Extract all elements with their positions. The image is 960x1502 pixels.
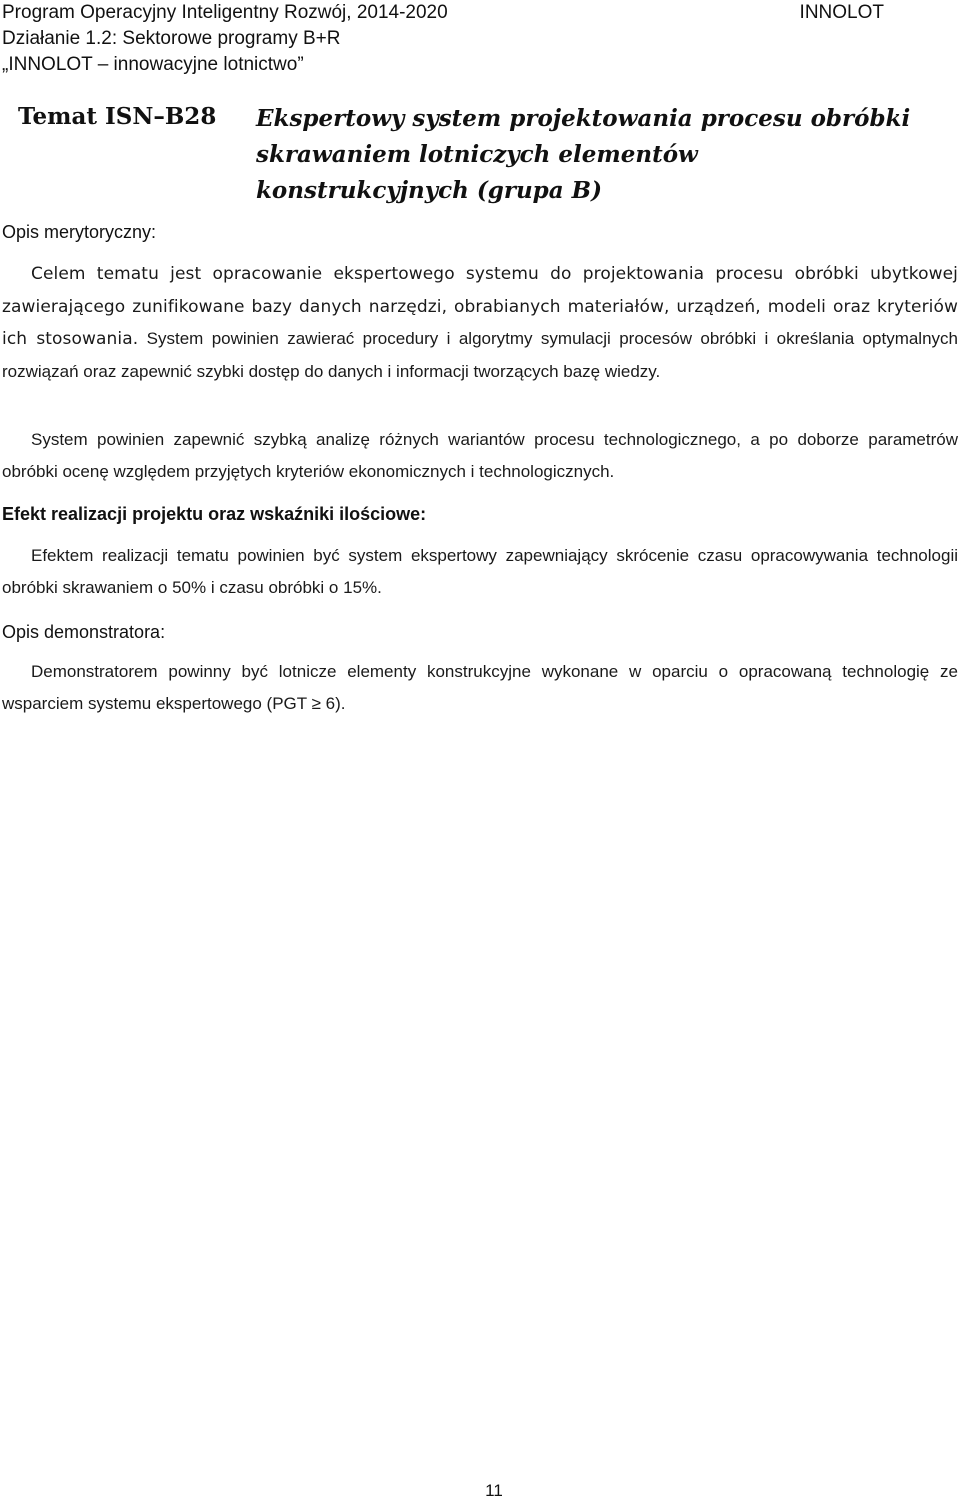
page-number: 11 [485, 1481, 503, 1500]
topic-title: Ekspertowy system projektowania procesu obróbki skrawaniem lotniczych elementów konstrukcyjnych (grupa B) [256, 105, 911, 204]
section-label-opis-merytoryczny: Opis merytoryczny: [2, 222, 157, 242]
paragraph-opis-1-part1: Celem tematu jest opracowanie ekspertowego systemu do projektowania procesu obróbki ubytkowej zawierającego zunifikowane bazy danych narzędzi, obrabianych materiałów, urządzeń, modeli oraz kryteriów ich stosowania. [2, 264, 958, 349]
header-project-code: INNOLOT [799, 2, 884, 23]
paragraph-opis-1-part2: System powinien zawierać procedury i algorytmy symulacji procesów obróbki i określania optymalnych rozwiązań oraz zapewnić szybki dostęp do danych i informacji tworzących bazę wiedzy. [2, 329, 958, 381]
section-label-efekt: Efekt realizacji projektu oraz wskaźniki ilościowe: [2, 504, 427, 524]
header-program: Program Operacyjny Inteligentny Rozwój, 2014-2020 [2, 2, 448, 23]
paragraph-efekt-text: Efektem realizacji tematu powinien być system ekspertowy zapewniający skrócenie czasu opracowywania technologii obróbki skrawaniem o 50% i czasu obróbki o 15%. [2, 546, 958, 597]
paragraph-demonstrator [2, 656, 958, 719]
header-action: Działanie 1.2: Sektorowe programy B+R [2, 28, 341, 49]
paragraph-demonstrator-text: Demonstratorem powinny być lotnicze elementy konstrukcyjne wykonane w oparciu o opracowaną technologię ze wsparciem systemu ekspertowego (PGT ≥ 6). [2, 662, 958, 713]
section-label-demonstrator: Opis demonstratora: [2, 622, 166, 642]
paragraph-opis-1 [2, 258, 958, 387]
topic-label: Temat ISN–B28 [18, 103, 217, 130]
header-project: „INNOLOT – innowacyjne lotnictwo” [2, 54, 304, 75]
paragraph-opis-2-text: System powinien zapewnić szybką analizę różnych wariantów procesu technologicznego, a po doborze parametrów obróbki ocenę względem przyjętych kryteriów ekonomicznych i technologicznych. [2, 430, 958, 481]
paragraph-efekt [2, 540, 958, 603]
paragraph-opis-2 [2, 424, 958, 487]
